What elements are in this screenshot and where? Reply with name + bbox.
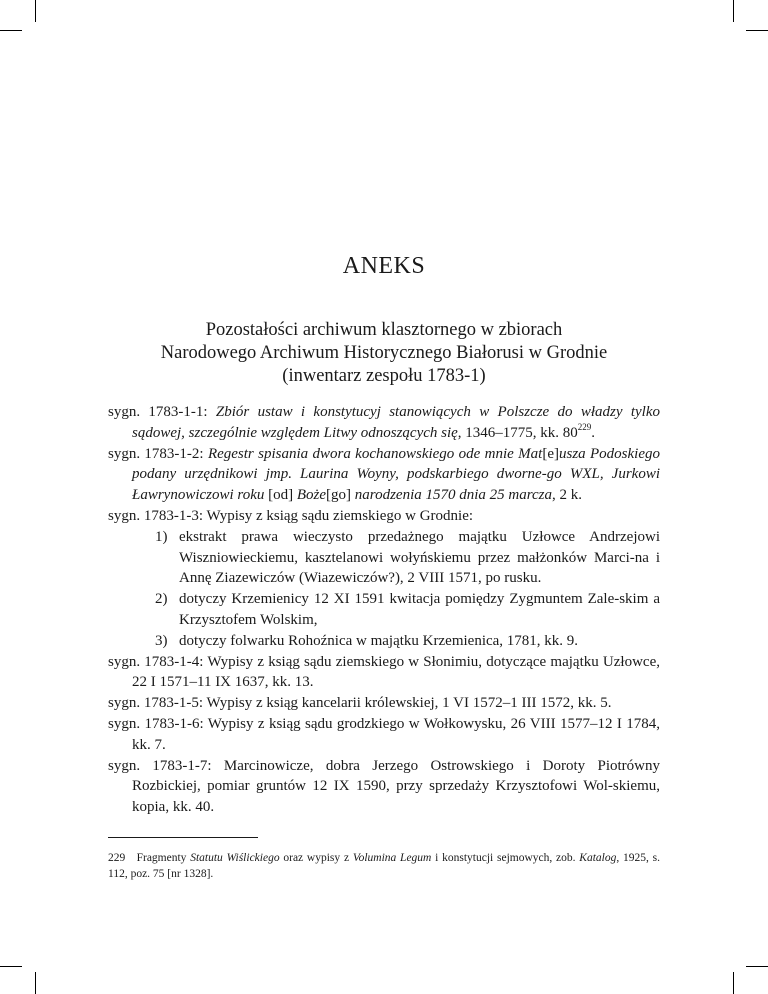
inventory-subitem: 1) ekstrakt prawa wieczysto przedażnego majątku Uzłowce Andrzejowi Wiszniowieckiemu, kasztelanowi wołyńskiemu przez małżonków Marci-na i Annę Ziazewiczów (Wiazewiczów?), 2 VIII 1571, po rusku. [155, 528, 660, 587]
section-subtitle [108, 319, 660, 388]
inventory-entry: sygn. 1783-1-7: Marcinowicze, dobra Jerzego Ostrowskiego i Doroty Piotrówny Rozbickiej, pomiar gruntów 12 IX 1590, przy sprzedaży Krzysztofowi Wol-skiemu, kopia, kk. 40. [108, 757, 660, 816]
crop-mark [746, 30, 768, 31]
inventory-subitem: 3) dotyczy folwarku Rohoźnica w majątku Krzemienica, 1781, kk. 9. [155, 632, 579, 649]
subtitle-line: Narodowego Archiwum Historycznego Białorusi w Grodnie [160, 343, 608, 363]
footnote: 229 Fragmenty Statutu Wiślickiego oraz wypisy z Volumina Legum i konstytucji sejmowych, zob. Katalog, 1925, s. 112, poz. 75 [nr 1328]. [108, 852, 661, 880]
inventory-entry: sygn. 1783-1-1: Zbiór ustaw i konstytucyj stanowiących w Polszcze do władzy tylko sądowej, szczególnie względem Litwy odnoszących się, 1346–1775, kk. $80^{229}$. [108, 404, 660, 441]
inventory-entry: sygn. 1783-1-4: Wypisy z ksiąg sądu ziemskiego w Słonimiu, dotyczące majątku Uzłowce, 22 I 1571–11 IX 1637, kk. 13. [108, 653, 660, 691]
crop-mark [733, 0, 734, 22]
footnote-separator [108, 837, 258, 838]
subtitle-line: (inwentarz zespołu 1783-1) [282, 366, 486, 386]
inventory-entry: sygn. 1783-1-6: Wypisy z ksiąg sądu grodzkiego w Wołkowysku, 26 VIII 1577–12 I 1784, kk. 7. [108, 715, 660, 753]
inventory-entry: sygn. 1783-1-2: Regestr spisania dwora kochanowskiego ode mnie Mat[e]usza Podoskiego podany urzędnikowi jmp. Laurina Woyny, podskarbiego dworne-go WXL, Jurkowi Ławrynowiczowi roku [od] Boże[go] narodzenia 1570 dnia 25 marcza, 2 k. [108, 445, 660, 504]
inventory-entry: sygn. 1783-1-3: Wypisy z ksiąg sądu ziemskiego w Grodnie: [108, 507, 474, 524]
footnote-number: 229 [108, 852, 126, 864]
inventory-list [108, 402, 660, 818]
crop-mark [0, 30, 22, 31]
crop-mark [0, 966, 22, 967]
subtitle-line: Pozostałości archiwum klasztornego w zbiorach [205, 320, 563, 340]
page-title: ANEKS [342, 253, 426, 279]
inventory-entry: sygn. 1783-1-5: Wypisy z ksiąg kancelarii królewskiej, 1 VI 1572–1 III 1572, kk. 5. [108, 695, 612, 712]
inventory-subitem: 2) dotyczy Krzemienicy 12 XI 1591 kwitacja pomiędzy Zygmuntem Zale-skim a Krzysztofem Wolskim, [155, 591, 660, 628]
crop-mark [733, 972, 734, 994]
crop-mark [35, 0, 36, 22]
crop-mark [746, 966, 768, 967]
footnote-ref[interactable]: 229 [577, 421, 592, 432]
crop-mark [35, 972, 36, 994]
